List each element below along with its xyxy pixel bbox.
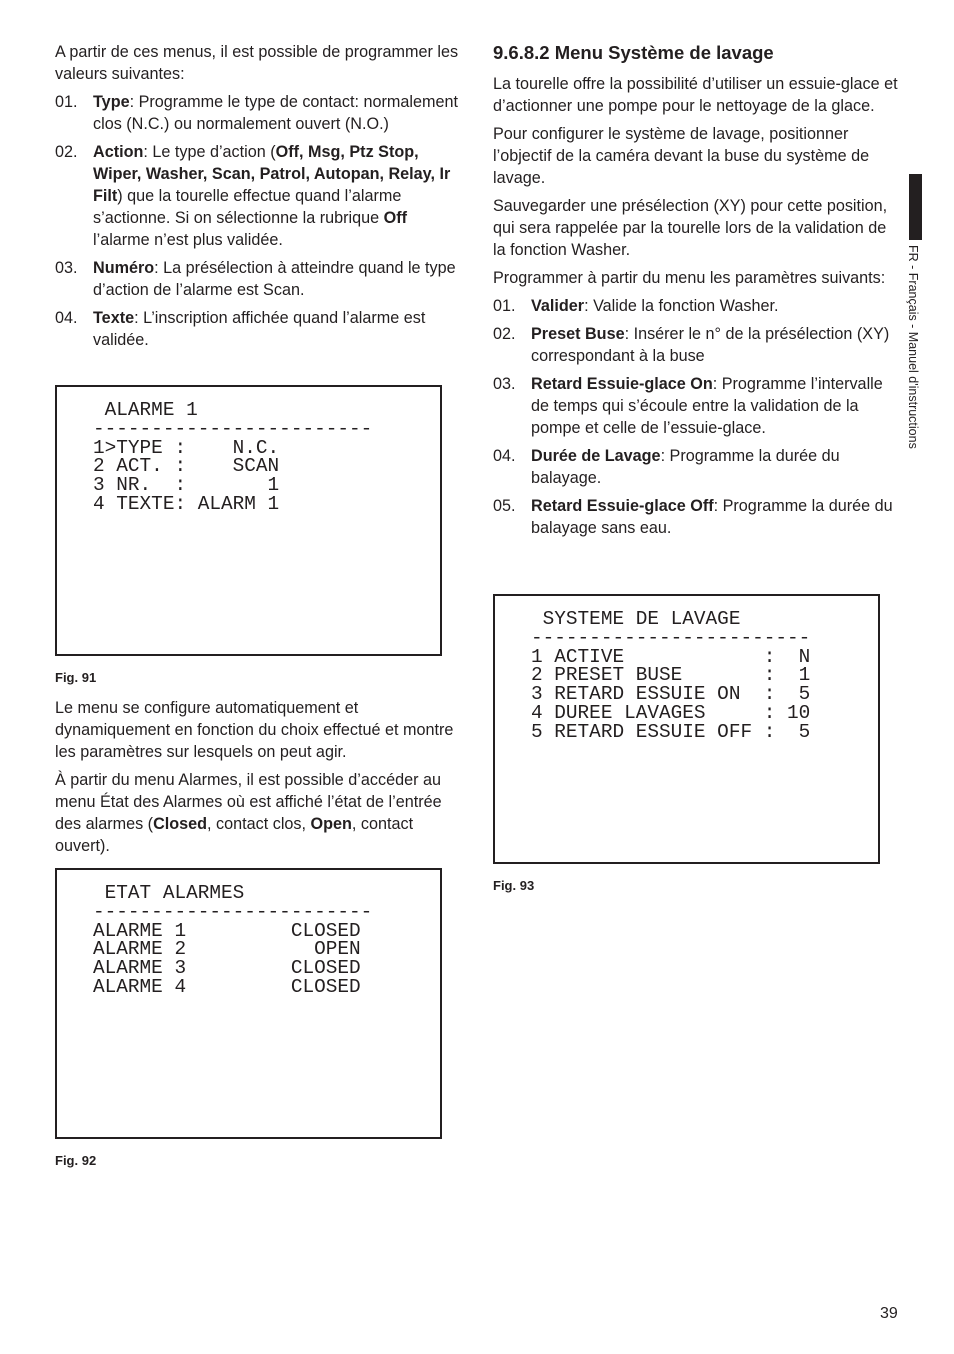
list-item [55,91,465,135]
item-text: : Programme le type de contact: normalement clos (N.C.) ou normalement ouvert (N.O.) [93,93,458,133]
page-number: 39 [880,1305,898,1322]
list-item [493,445,903,489]
item-term: Retard Essuie-glace Off [531,497,714,515]
item-number: 01. [55,93,78,111]
item-term: Type [93,93,130,111]
item-term: Preset Buse [531,325,625,343]
item-text: : L’inscription affichée quand l’alarme est validée. [93,309,426,349]
item-term: Valider [531,297,585,315]
paragraph: Sauvegarder une présélection (XY) pour cette position, qui sera rappelée par la tourelle lors de la validation de la fonction Washer. [493,197,888,259]
action-options: Off, Msg, Ptz Stop, Wiper, Washer, Scan, Patrol, Autopan, Relay, Ir Filt [93,143,451,205]
item-number: 04. [493,447,516,465]
item-text: : Insérer le n° de la présélection (XY) correspondant à la buse [531,325,890,365]
item-number: 03. [493,375,516,393]
list-item [55,141,465,251]
list-item [493,373,903,439]
list-item [55,307,465,351]
side-tab-label: FR - Français - Manuel d'instructions [906,245,920,449]
fig91-screen [55,385,442,656]
item-term: Texte [93,309,135,327]
fig92-screen-text: ETAT ALARMES ------------------------ ALARME 1 CLOSED ALARME 2 OPEN ALARME 3 CLOSED ALARME 4 CLOSED [93,882,373,998]
fig93-label: Fig. 93 [493,878,535,893]
open-keyword: Open [310,815,352,833]
list-item [493,295,903,317]
para-text: , contact ouvert). [55,815,414,855]
list-item [55,257,465,301]
item-text: : La présélection à atteindre quand le type d’action de l’alarme est Scan. [93,259,456,299]
fig92-screen [55,868,442,1139]
item-text: : Valide la fonction Washer. [584,297,779,315]
paragraph: Programmer à partir du menu les paramètres suivants: [493,269,886,287]
side-tab-marker [909,174,922,240]
list-item [493,323,903,367]
off-keyword: Off [383,209,408,227]
left-column [55,41,465,357]
fig93-screen-text: SYSTEME DE LAVAGE ------------------------ 1 ACTIVE : N 2 PRESET BUSE : 1 3 RETARD ESSUIE ON : 5 4 DUREE LAVAGES : 10 5 RETARD ESSUIE OFF : 5 [531,608,811,743]
para-text: À partir du menu Alarmes, il est possible d’accéder au menu État des Alarmes où est affiché l’état de l’entrée des alarmes ( [55,771,442,833]
fig93-screen [493,594,880,864]
item-number: 03. [55,259,78,277]
item-number: 02. [493,325,516,343]
right-column [493,41,903,545]
paragraph: Pour configurer le système de lavage, positionner l’objectif de la caméra devant la buse du système de lavage. [493,125,870,187]
paragraph: Le menu se configure automatiquement et dynamiquement en fonction du choix effectué et montre les paramètres sur lesquels on peut agir. [55,699,454,761]
item-number: 04. [55,309,78,327]
section-title: 9.6.8.2 Menu Système de lavage [493,42,774,63]
item-term: Numéro [93,259,155,277]
item-number: 01. [493,297,516,315]
para-text: , contact clos, [207,815,311,833]
item-text: : Programme la durée du balayage. [531,447,840,487]
list-item [493,495,903,539]
item-text: : Programme l’intervalle de temps qui s’écoule entre la validation de la pompe et celle de l’essuie-glace. [531,375,883,437]
item-number: 02. [55,143,78,161]
item-term: Retard Essuie-glace On [531,375,713,393]
item-term: Action [93,143,144,161]
closed-keyword: Closed [153,815,208,833]
item-text: l’alarme n’est plus validée. [93,231,283,249]
left-column-lower [55,697,465,863]
fig92-label: Fig. 92 [55,1153,97,1168]
paragraph [55,769,465,857]
intro-text: A partir de ces menus, il est possible de programmer les valeurs suivantes: [55,43,459,83]
item-text: : Programme la durée du balayage sans eau. [531,497,893,537]
item-number: 05. [493,497,516,515]
fig91-label: Fig. 91 [55,670,97,685]
paragraph: La tourelle offre la possibilité d’utiliser un essuie-glace et d’actionner une pompe pour le nettoyage de la glace. [493,75,898,115]
fig91-screen-text: ALARME 1 ------------------------ 1>TYPE : N.C. 2 ACT. : SCAN 3 NR. : 1 4 TEXTE: ALARM 1 [93,399,373,515]
item-term: Durée de Lavage [531,447,661,465]
item-text: ) que la tourelle effectue quand l’alarme s’actionne. Si on sélectionne la rubrique [93,187,402,227]
item-text: : Le type d’action ( [143,143,276,161]
